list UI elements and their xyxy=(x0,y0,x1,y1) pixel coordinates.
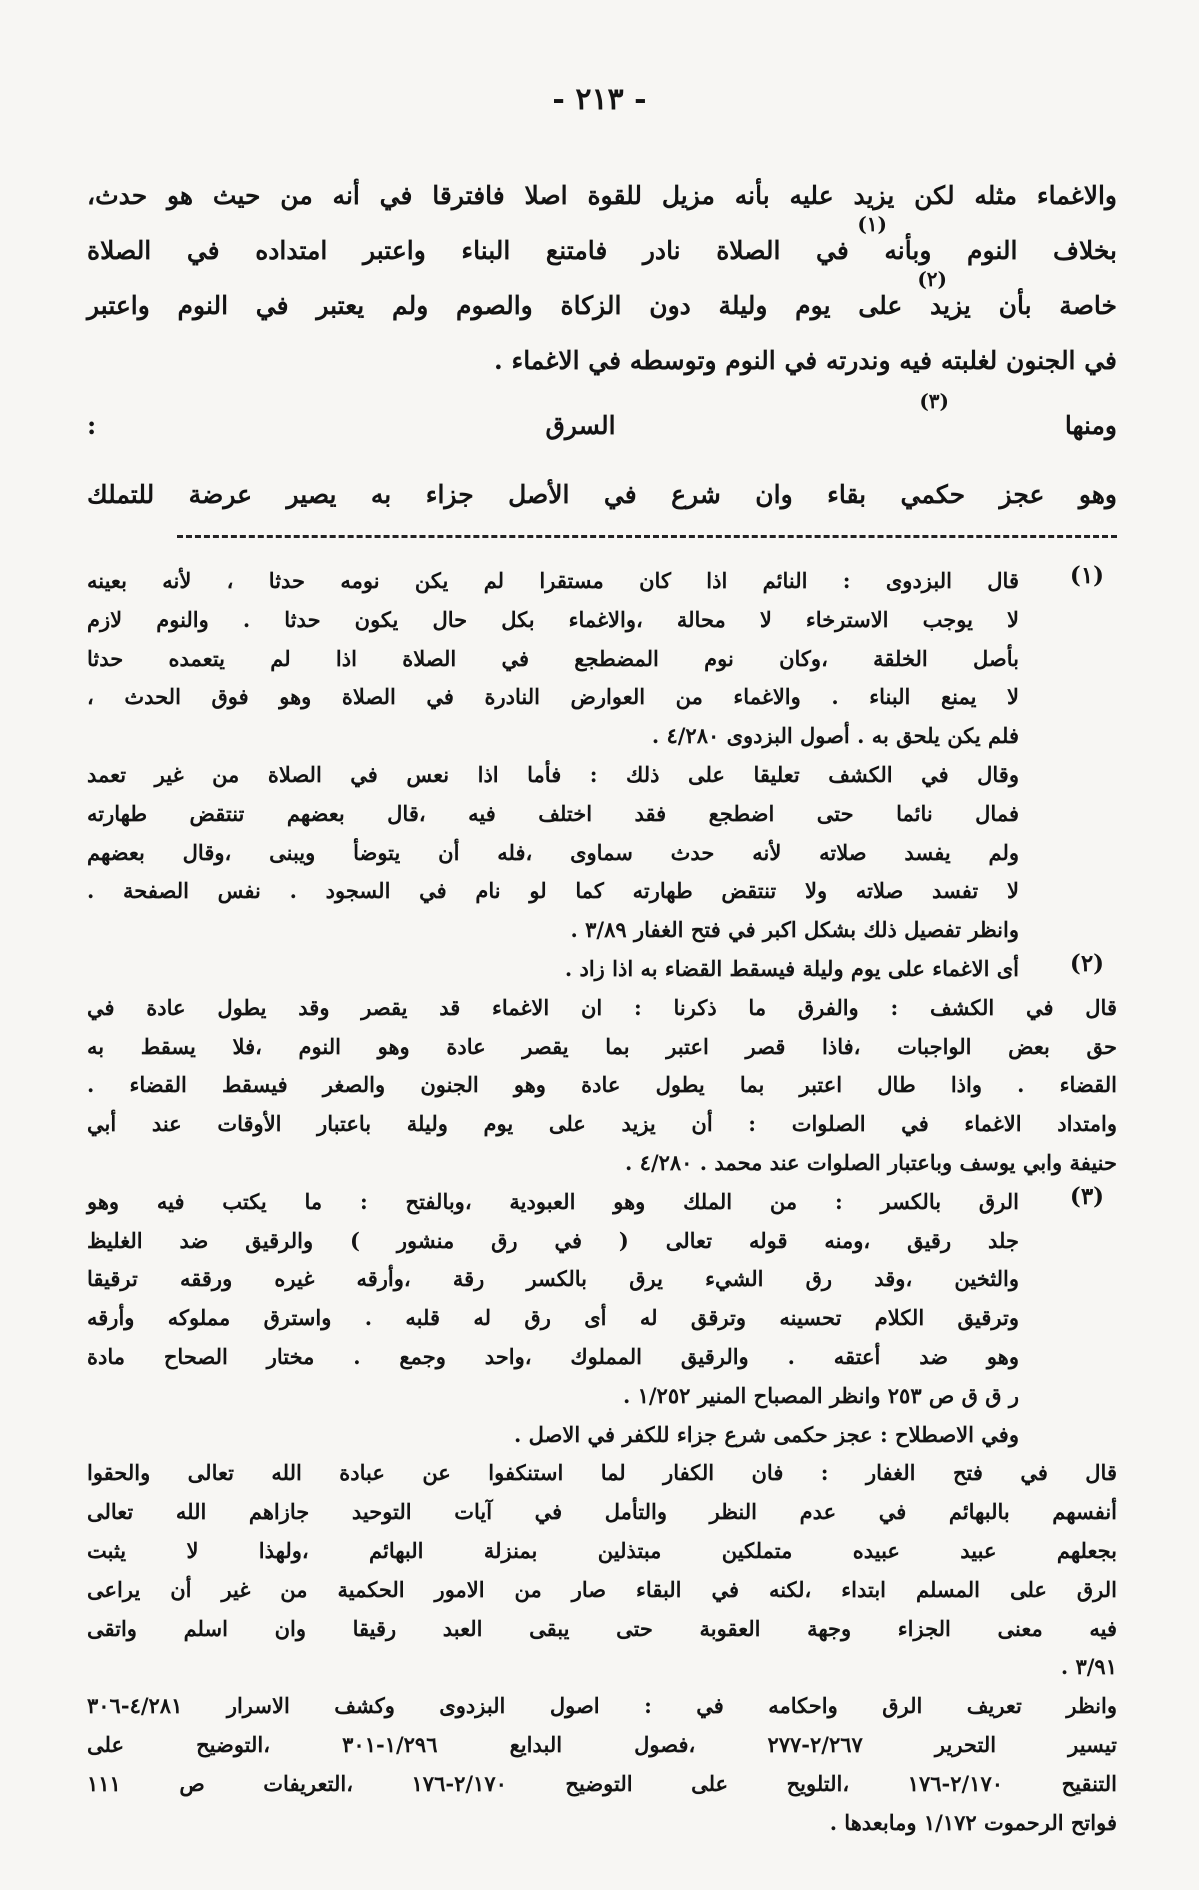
footnote-line: ر ق ق ص ٢٥٣ وانظر المصباح المنير ١/٢٥٢ . xyxy=(622,1382,1019,1408)
footnote-number: (٢) xyxy=(1069,949,1105,977)
footnote-line: التنقيح ٢/١٧٠-١٧٦ ،التلويح على التوضيح ٢/١٧٠-١٧٦ ،التعريفات ص ١١١ xyxy=(87,1770,1117,1796)
footnote-line: قال في الكشف : والفرق ما ذكرنا : ان الاغماء قد يقصر وقد يطول عادة في xyxy=(87,994,1117,1020)
footnote-2 xyxy=(87,950,1117,1183)
main-text-line-content: بخلاف النوم وبأنه في الصلاة نادر فامتنع البناء واعتبر امتداده في الصلاة xyxy=(87,236,1117,265)
main-text-line-content: خاصة بأن يزيد على يوم وليلة دون الزكاة والصوم ولم يعتبر في النوم واعتبر xyxy=(87,291,1117,320)
section-heading xyxy=(87,389,1117,453)
footnote-line: فلم يكن يلحق به . أصول البزدوى ٤/٢٨٠ . xyxy=(651,723,1019,749)
footnote-line: وترقيق الكلام تحسينه وترقق له أى رق له قلبه . واسترق مملوكه وأرقه xyxy=(87,1305,1019,1331)
main-text-line xyxy=(87,333,1117,388)
footnote-line: وفي الاصطلاح : عجز حكمى شرع جزاء للكفر في الاصل . xyxy=(514,1421,1019,1447)
footnote-line: قال البزدوى : النائم اذا كان مستقرا لم يكن نومه حدثا ، لأنه بعينه xyxy=(87,568,1019,593)
footnote-line: القضاء . واذا طال اعتبر بما يطول عادة وهو الجنون والصغر فيسقط القضاء . xyxy=(87,1072,1117,1098)
footnote-mark-2: (٢) xyxy=(917,267,947,291)
footnote-line: ٣/٩١ . xyxy=(1060,1654,1117,1680)
spacer xyxy=(87,453,1117,467)
footnote-3 xyxy=(87,1183,1117,1843)
footnotes xyxy=(87,562,1117,1842)
footnote-line: ولم يفسد صلاته لأنه حدث سماوى ،فله أن يتوضأ ويبنى ،وقال بعضهم xyxy=(87,839,1019,865)
footnote-1 xyxy=(87,562,1117,950)
footnote-line: أى الاغماء على يوم وليلة فيسقط القضاء به اذا زاد . xyxy=(564,955,1019,981)
footnote-line: لا تفسد صلاته ولا تنتقض طهارته كما لو نام في السجود . نفس الصفحة . xyxy=(87,878,1019,904)
footnote-line: وانظر تفصيل ذلك بشكل اكبر في فتح الغفار ٣/٨٩ . xyxy=(570,917,1019,943)
footnote-line: جلد رقيق ،ومنه قوله تعالى ( في رق منشور ) والرقيق ضد الغليظ xyxy=(87,1227,1019,1253)
footnote-line: لا يمنع البناء . والاغماء من العوارض النادرة في الصلاة وهو فوق الحدث ، xyxy=(87,684,1019,710)
footnote-line: لا يوجب الاسترخاء لا محالة ،والاغماء بكل حال يكون حدثا . والنوم لازم xyxy=(87,606,1019,632)
main-text xyxy=(87,168,1117,522)
main-text-line: والاغماء مثله لكن يزيد عليه بأنه مزيل للقوة اصلا فافترقا في أنه من حيث هو حدث، xyxy=(87,181,1117,210)
footnote-line: بجعلهم عبيد عبيده متملكين مبتذلين بمنزلة البهائم ،ولهذا لا يثبت xyxy=(87,1537,1117,1563)
footnote-mark-3: (٣) xyxy=(919,389,949,413)
footnote-line: وامتداد الاغماء في الصلوات : أن يزيد على يوم وليلة باعتبار الأوقات عند أبي xyxy=(87,1111,1117,1137)
footnote-number: (٣) xyxy=(1069,1182,1105,1210)
footnote-line: وانظر تعريف الرق واحكامه في : اصول البزدوى وكشف الاسرار ٤/٢٨١-٣٠٦ xyxy=(87,1693,1117,1719)
footnote-line: تيسير التحرير ٢/٢٦٧-٢٧٧ ،فصول البدايع ١/٢٩٦-٣٠١ ،التوضيح على xyxy=(87,1731,1118,1757)
footnote-line: فواتح الرحموت ١/١٧٢ ومابعدها . xyxy=(829,1809,1117,1835)
footnote-line: الرق على المسلم ابتداء ،لكنه في البقاء صار من الامور الحكمية من غير أن يراعى xyxy=(87,1576,1117,1602)
footnote-line: أنفسهم بالبهائم في عدم النظر والتأمل في آيات التوحيد جازاهم الله تعالى xyxy=(87,1499,1117,1525)
footnote-line: حق بعض الواجبات ،فاذا قصر اعتبر بما يقصر عادة وهو النوم ،فلا يسقط به xyxy=(87,1033,1117,1059)
footnote-line: فيه معنى الجزاء وجهة العقوبة حتى يبقى العبد رقيقا وان اسلم واتقى xyxy=(87,1615,1117,1641)
footnote-line: بأصل الخلقة ،وكان نوم المضطجع في الصلاة اذا لم يتعمده حدثا xyxy=(87,645,1019,671)
main-text-line xyxy=(87,267,1117,333)
main-text-line-content: في الجنون لغلبته فيه وندرته في النوم وتوسطه في الاغماء . xyxy=(494,346,1117,375)
footnote-line: فمال نائما حتى اضطجع فقد اختلف فيه ،قال بعضهم تنتقض طهارته xyxy=(87,800,1019,826)
footnote-line: قال في فتح الغفار : فان الكفار لما استنكفوا عن عبادة الله تعالى والحقوا xyxy=(87,1460,1117,1486)
footnote-number: (١) xyxy=(1069,562,1105,589)
footnote-line: حنيفة وابي يوسف وباعتبار الصلوات عند محمد . ٤/٢٨٠ . xyxy=(625,1149,1117,1175)
footnote-line: الرق بالكسر : من الملك وهو العبودية ،وبالفتح : ما يكتب فيه وهو xyxy=(87,1188,1019,1214)
footnote-mark-1: (١) xyxy=(857,212,887,236)
definition-line: وهو عجز حكمي بقاء وان شرع في الأصل جزاء به يصير عرضة للتملك xyxy=(87,480,1117,509)
footnote-line: وهو ضد أعتقه . والرقيق المملوك ،واحد وجمع . مختار الصحاح مادة xyxy=(87,1343,1019,1369)
footnote-divider xyxy=(177,535,1117,538)
footnote-line: وقال في الكشف تعليقا على ذلك : فأما اذا نعس في الصلاة من غير تعمد xyxy=(87,761,1019,787)
page-number: - ٢١٣ - xyxy=(552,82,647,117)
main-text-line xyxy=(87,212,1117,278)
section-heading-text: ومنها السرق : xyxy=(87,411,1117,440)
footnote-line: والثخين ،وقد رق الشيء يرق بالكسر رقة ،وأرقه غيره ورققه ترقيقا xyxy=(87,1266,1019,1292)
